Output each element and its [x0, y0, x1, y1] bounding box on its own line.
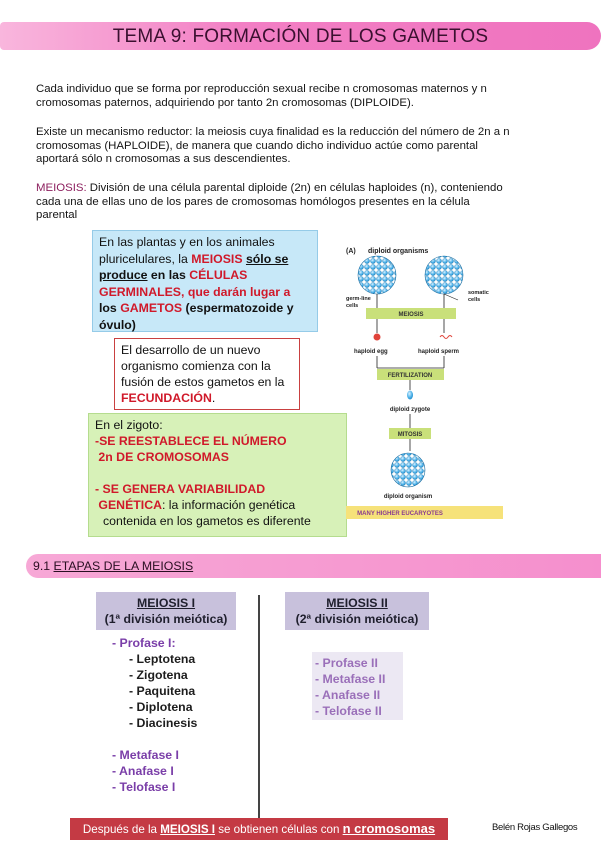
- meiosis-def-line3: parental: [36, 209, 78, 221]
- intro-paragraph-1: [36, 83, 487, 110]
- box-blue-text2: en las: [147, 268, 190, 282]
- diagram-top-label: diploid organisms: [368, 248, 429, 255]
- author-signature: Belén Rojas Gallegos: [492, 822, 578, 833]
- life-cycle-diagram: [340, 240, 510, 530]
- zygote-icon: [407, 391, 413, 400]
- meiosis-definition: [36, 182, 503, 223]
- footer-text: [70, 821, 448, 836]
- box-blue-solo: sólo se produce: [99, 251, 289, 282]
- somatic-label: somatic: [468, 290, 489, 296]
- diagram-fertilization-label: FERTILIZATION: [387, 373, 433, 379]
- box-blue-text3: los: [99, 301, 121, 315]
- footer-meiosis: MEIOSIS I: [160, 823, 215, 836]
- intro-p2-line1: Existe un mecanismo reductor: la meiosis cuya finalidad es la reducción del número de 2n a n: [36, 126, 510, 138]
- meiosis1-header: [96, 592, 236, 630]
- box-red-fecundacion: FECUNDACIÓN: [121, 391, 212, 405]
- telofase-i: - Telofase I: [112, 780, 176, 794]
- profase-ii: - Profase II: [315, 656, 378, 670]
- box-blue-gametos: GAMETOS: [120, 301, 183, 315]
- profase-subphases: [112, 651, 197, 731]
- profase-i: - Profase I:: [112, 636, 176, 650]
- section-title-text: ETAPAS DE LA MEIOSIS: [53, 559, 194, 573]
- germinal-cells-box: [92, 230, 318, 332]
- meiosis2-subtitle: (2ª división meiótica): [295, 611, 419, 626]
- zigoto-line5-rest: : la información genética: [161, 498, 296, 512]
- meiosis2-phases: [315, 655, 385, 719]
- subphase-item: - Leptotena: [129, 652, 196, 666]
- zigoto-spacer: [95, 465, 340, 481]
- diagram-panel-label: (A): [346, 248, 356, 255]
- meiosis-keyword: MEIOSIS:: [36, 182, 87, 194]
- diagram-mitosis-label: MITOSIS: [397, 432, 423, 438]
- section-title: [33, 559, 193, 573]
- meiosis2-title: MEIOSIS II: [326, 596, 388, 610]
- anafase-ii: - Anafase II: [315, 688, 381, 702]
- meiosis2-header: [285, 592, 429, 630]
- meiosis1-phases: [112, 635, 197, 795]
- metafase-ii: - Metafase II: [315, 672, 386, 686]
- subphase-item: - Diplotena: [129, 700, 193, 714]
- eucaryotes-label: MANY HIGHER EUCARYOTES: [357, 511, 443, 517]
- germ-line-label: germ-line: [346, 296, 371, 302]
- haploid-egg-label: haploid egg: [354, 349, 388, 355]
- intro-p1-line1: Cada individuo que se forma por reproducción sexual recibe n cromosomas maternos y n: [36, 83, 487, 95]
- intro-paragraph-2: [36, 126, 510, 167]
- subphase-item: - Zigotena: [129, 668, 188, 682]
- meiosis-def-line1: [36, 182, 503, 196]
- diploid-organism-icon: [391, 453, 425, 487]
- meiosis1-title: MEIOSIS I: [136, 596, 196, 610]
- zigoto-line1: En el zigoto:: [95, 418, 163, 432]
- footer-n-cromosomas: n cromosomas: [342, 821, 436, 836]
- zigoto-box: [88, 413, 347, 537]
- zigoto-line4: - SE GENERA VARIABILIDAD: [95, 482, 266, 496]
- section-number: 9.1: [33, 559, 54, 573]
- box-blue-text4: (espermatozoide y óvulo): [99, 301, 294, 332]
- subphase-item: - Paquitena: [129, 684, 196, 698]
- metafase-i: - Metafase I: [112, 748, 179, 762]
- box-blue-celulas: CÉLULAS GERMINALES, que darán lugar a: [99, 268, 291, 299]
- anafase-i: - Anafase I: [112, 764, 174, 778]
- zigoto-line5: [95, 497, 340, 513]
- intro-p2-line3: aportará sólo n cromosomas a sus descendientes.: [36, 153, 291, 165]
- footer-t1: Después de la: [82, 823, 161, 836]
- intro-p2-line2: cromosomas (HAPLOIDE), de manera que cuando dicho individuo actúe como parental: [36, 139, 478, 152]
- box-red-text2: .: [211, 391, 216, 405]
- zigoto-line3: 2n DE CROMOSOMAS: [95, 450, 229, 464]
- telofase-ii: - Telofase II: [315, 704, 382, 718]
- meiosis-def-text1: División de una célula parental diploide (2n) en células haploides (n), conteniendo: [86, 182, 503, 194]
- meiosis-def-line2: cada una de ellas uno de los pares de cromosomas homólogos presentes en la célula: [36, 195, 470, 208]
- footer-t2: se obtienen células con: [215, 823, 343, 836]
- haploid-sperm-label: haploid sperm: [418, 349, 460, 355]
- right-organism-icon: [425, 256, 463, 294]
- left-organism-icon: [358, 256, 396, 294]
- zigoto-line6: contenida en los gametos es diferente: [103, 514, 311, 528]
- column-divider: [258, 595, 260, 820]
- page-title: TEMA 9: FORMACIÓN DE LOS GAMETOS: [112, 26, 489, 47]
- fecundacion-box: [114, 338, 300, 410]
- somatic-cells-label: cells: [468, 297, 481, 303]
- subphase-item: - Diacinesis: [129, 716, 198, 730]
- meiosis1-subtitle: (1ª división meiótica): [104, 611, 228, 626]
- box-red-text1: El desarrollo de un nuevo organismo comienza con la fusión de estos gametos en la: [121, 343, 285, 389]
- diploid-zygote-label: diploid zygote: [389, 407, 431, 413]
- diploid-organism-label: diploid organism: [383, 494, 433, 500]
- box-blue-text1: En las plantas y en los animales pluricelulares, la: [99, 235, 275, 266]
- intro-p1-line2: cromosomas paternos, adquiriendo por tanto 2n cromosomas (DIPLOIDE).: [36, 96, 414, 109]
- box-blue-meiosis: MEIOSIS: [191, 251, 243, 266]
- germ-line-cells-label: cells: [346, 303, 359, 309]
- zigoto-line2: -SE REESTABLECE EL NÚMERO: [95, 434, 287, 448]
- sperm-icon: [440, 336, 452, 339]
- diagram-meiosis-label: MEIOSIS: [398, 312, 424, 318]
- zigoto-genetica: GENÉTICA: [95, 498, 162, 512]
- egg-icon: [374, 334, 381, 341]
